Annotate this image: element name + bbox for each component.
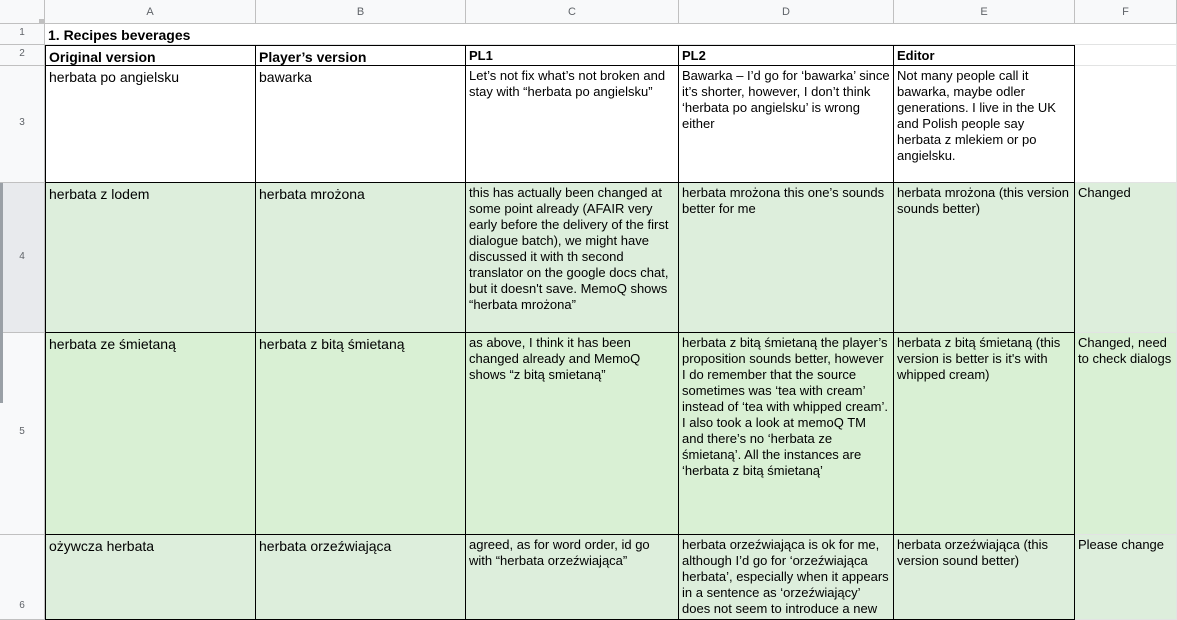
- column-header-c[interactable]: C: [466, 0, 679, 24]
- cell-editor[interactable]: herbata orzeźwiająca (this version sound better): [894, 535, 1075, 620]
- row-header-3[interactable]: [0, 66, 45, 183]
- cell-status[interactable]: Changed, need to check dialogs: [1075, 333, 1177, 535]
- cell-f2[interactable]: [1075, 45, 1177, 66]
- cell-editor[interactable]: herbata z bitą śmietaną (this version is better is it's with whipped cream): [894, 333, 1075, 535]
- cell-pl1[interactable]: agreed, as for word order, id go with “herbata orzeźwiająca”: [466, 535, 679, 620]
- row-number: 1: [19, 27, 25, 38]
- column-header-e[interactable]: E: [894, 0, 1075, 24]
- row-number: 3: [19, 117, 25, 128]
- cell-editor[interactable]: Not many people call it bawarka, maybe odler generations. I live in the UK and Polish people say herbata z mlekiem or po angielsku.: [894, 66, 1075, 183]
- cell-f1[interactable]: [1075, 24, 1177, 45]
- row-number: 4: [19, 251, 25, 262]
- cell-original[interactable]: herbata ze śmietaną: [45, 333, 256, 535]
- row-header-1[interactable]: [0, 24, 45, 45]
- row-number: 5: [19, 426, 25, 437]
- header-pl2[interactable]: PL2: [679, 45, 894, 66]
- column-header-b[interactable]: B: [256, 0, 466, 24]
- cell-editor[interactable]: herbata mrożona (this version sounds better): [894, 183, 1075, 333]
- cell-pl2[interactable]: Bawarka – I’d go for ‘bawarka’ since it’s shorter, however, I don’t think ‘herbata po angielsku’ is wrong either: [679, 66, 894, 183]
- cell-pl1[interactable]: this has actually been changed at some point already (AFAIR very early before the delivery of the first dialogue batch), we might have discussed it with th second translator on the google docs chat, but it doesn't save. MemoQ shows “herbata mrożona”: [466, 183, 679, 333]
- cell-player[interactable]: herbata mrożona: [256, 183, 466, 333]
- cell-pl2[interactable]: herbata mrożona this one’s sounds better for me: [679, 183, 894, 333]
- cell-original[interactable]: ożywcza herbata: [45, 535, 256, 620]
- cell-player[interactable]: bawarka: [256, 66, 466, 183]
- column-header-d[interactable]: D: [679, 0, 894, 24]
- row-header-5[interactable]: [0, 333, 45, 535]
- row-scroll-indicator: [0, 183, 3, 403]
- select-all-corner[interactable]: [0, 0, 45, 24]
- cell-pl2[interactable]: herbata z bitą śmietaną the player’s proposition sounds better, however I do remember that the source sometimes was ‘tea with cream’ instead of ‘tea with whipped cream’. I also took a look at memoQ TM and there’s no ‘herbata ze śmietaną’. All the instances are ‘herbata z bitą śmietaną’: [679, 333, 894, 535]
- cell-status[interactable]: Changed: [1075, 183, 1177, 333]
- row-header-2[interactable]: [0, 45, 45, 66]
- cell-original[interactable]: herbata po angielsku: [45, 66, 256, 183]
- cell-original[interactable]: herbata z lodem: [45, 183, 256, 333]
- row-header-6[interactable]: [0, 535, 45, 620]
- header-editor[interactable]: Editor: [894, 45, 1075, 66]
- column-header-f[interactable]: F: [1075, 0, 1177, 24]
- column-header-a[interactable]: A: [45, 0, 256, 24]
- row-number: 2: [19, 48, 25, 59]
- cell-pl2[interactable]: herbata orzeźwiająca is ok for me, although I’d go for ‘orzeźwiająca herbata’, especially when it appears in a sentence as ‘orzeźwiający’ does not seem to introduce a new: [679, 535, 894, 620]
- header-pl1[interactable]: PL1: [466, 45, 679, 66]
- cell-status[interactable]: [1075, 66, 1177, 183]
- cell-pl1[interactable]: as above, I think it has been changed already and MemoQ shows “z bitą smietaną”: [466, 333, 679, 535]
- cell-player[interactable]: herbata z bitą śmietaną: [256, 333, 466, 535]
- header-players-version[interactable]: Player’s version: [256, 45, 466, 66]
- sheet-title[interactable]: 1. Recipes beverages: [45, 24, 1075, 45]
- cell-status[interactable]: Please change: [1075, 535, 1177, 620]
- header-original-version[interactable]: Original version: [45, 45, 256, 66]
- cell-pl1[interactable]: Let’s not fix what’s not broken and stay with “herbata po angielsku”: [466, 66, 679, 183]
- cell-player[interactable]: herbata orzeźwiająca: [256, 535, 466, 620]
- row-header-4[interactable]: [0, 183, 45, 333]
- row-number: 6: [19, 600, 25, 611]
